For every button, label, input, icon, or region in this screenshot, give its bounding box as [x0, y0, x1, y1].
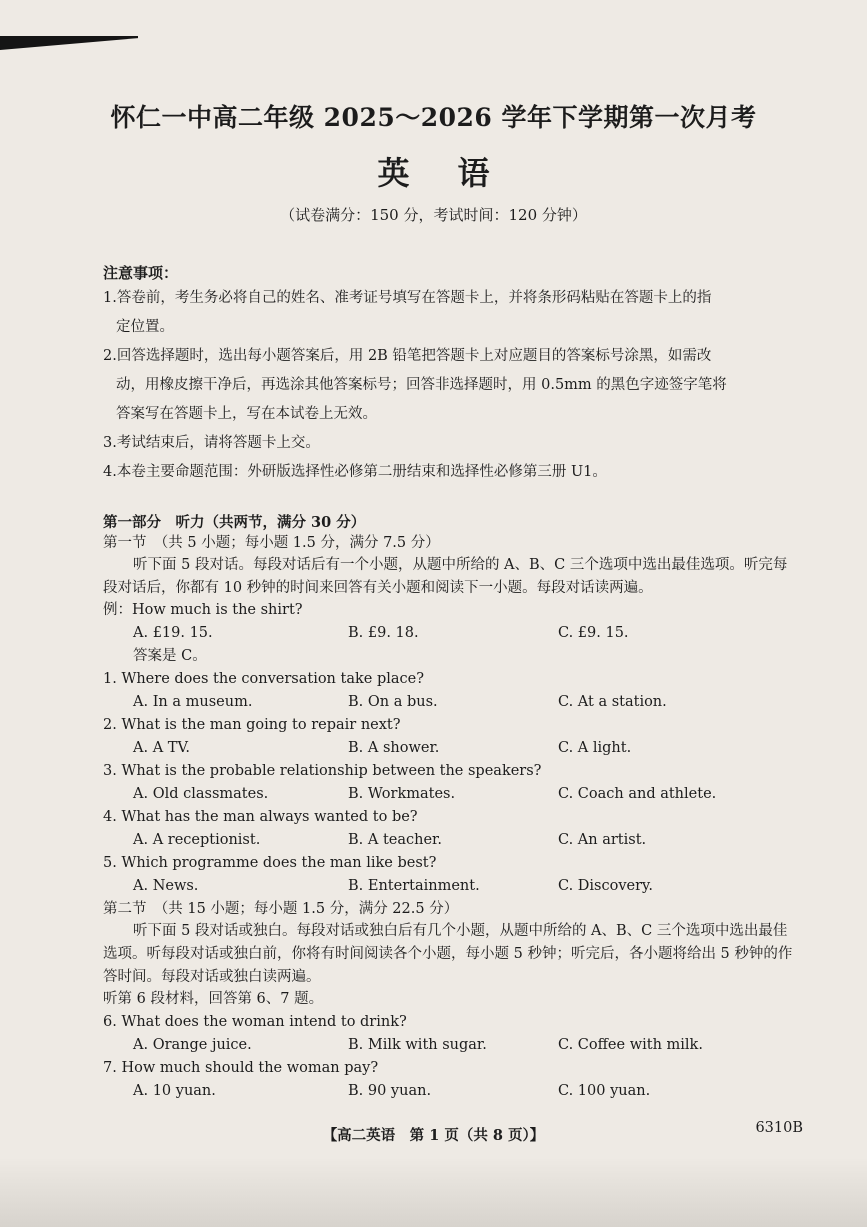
section2-instructions: 听下面 5 段对话或独白。每段对话或独白后有几个小题，从题中所给的 A、B、C 三个选项中选出最佳选项。听每段对话或独白前，你将有时间阅读各个小题，每小题 5 秒钟；听完后，各小题将给出 5 秒钟的作答时间。每段对话或独白读两遍。 — [103, 923, 793, 985]
option-b: B. On a bus. — [348, 694, 438, 710]
option-b: B. 90 yuan. — [348, 1083, 432, 1099]
option-c: C. Coach and athlete. — [558, 786, 717, 802]
note-line: 动，用橡皮擦干净后，再选涂其他答案标号；回答非选择题时，用 0.5mm 的黑色字迹签字笔将 — [116, 377, 727, 393]
note-line: 2.回答选择题时，选出每小题答案后，用 2B 铅笔把答题卡上对应题目的答案标号涂黑，如需改 — [103, 348, 712, 364]
question-2-options — [103, 738, 793, 761]
option-a: A. A receptionist. — [133, 832, 261, 848]
section1-instructions: 听下面 5 段对话。每段对话后有一个小题，从题中所给的 A、B、C 三个选项中选出最佳选项。听完每段对话后，你都有 10 秒钟的时间来回答有关小题和阅读下一小题。每段对话读两遍。 — [103, 557, 788, 596]
question-1: 1. Where does the conversation take place? — [103, 671, 424, 687]
part1-listening — [103, 512, 793, 1104]
option-b: B. Entertainment. — [348, 878, 480, 894]
question-2: 2. What is the man going to repair next? — [103, 717, 401, 733]
note-item — [103, 342, 793, 429]
option-a: A. 10 yuan. — [133, 1083, 216, 1099]
paper-code: 6310B — [755, 1120, 803, 1136]
question-3: 3. What is the probable relationship between the speakers? — [103, 763, 542, 779]
note-line: 4.本卷主要命题范围：外研版选择性必修第二册结束和选择性必修第三册 U1。 — [103, 464, 607, 480]
option-c: C. A light. — [558, 740, 632, 756]
option-c: C. 100 yuan. — [558, 1083, 651, 1099]
option-b: B. Workmates. — [348, 786, 456, 802]
scan-corner-mark — [0, 36, 138, 50]
question-5-options — [103, 876, 793, 899]
option-a: A. News. — [133, 878, 199, 894]
note-item — [103, 284, 793, 342]
option-b: B. A shower. — [348, 740, 440, 756]
notes-list — [103, 284, 793, 487]
question-1-options — [103, 692, 793, 715]
note-item — [103, 458, 793, 487]
question-6: 6. What does the woman intend to drink? — [103, 1014, 407, 1030]
page-label: 【高二英语 第 1 页（共 8 页）】 — [322, 1127, 545, 1144]
note-line: 1.答卷前，考生务必将自己的姓名、准考证号填写在答题卡上，并将条形码粘贴在答题卡上的指 — [103, 290, 712, 306]
note-line: 答案写在答题卡上，写在本试卷上无效。 — [116, 406, 377, 422]
example-answer: 答案是 C。 — [133, 648, 207, 664]
option-b: B. Milk with sugar. — [348, 1037, 487, 1053]
option-b: B. £9. 18. — [348, 625, 419, 641]
option-a: A. Old classmates. — [133, 786, 269, 802]
section2-heading: 第二节 （共 15 小题；每小题 1.5 分，满分 22.5 分） — [103, 901, 459, 917]
notes-title: 注意事项： — [103, 264, 179, 282]
option-a: A. A TV. — [133, 740, 190, 756]
note-item — [103, 429, 793, 458]
question-7-options — [103, 1081, 793, 1104]
option-c: C. Discovery. — [558, 878, 653, 894]
option-b: B. A teacher. — [348, 832, 442, 848]
note-line: 3.考试结束后，请将答题卡上交。 — [103, 435, 320, 451]
example-options — [103, 623, 793, 646]
option-c: C. At a station. — [558, 694, 667, 710]
option-a: A. Orange juice. — [133, 1037, 252, 1053]
exam-info: （试卷满分：150 分，考试时间：120 分钟） — [280, 206, 587, 224]
exam-title: 怀仁一中高二年级 2025～2026 学年下学期第一次月考 — [110, 103, 757, 132]
example-question: 例：How much is the shirt? — [103, 602, 303, 618]
question-7: 7. How much should the woman pay? — [103, 1060, 379, 1076]
option-c: C. £9. 15. — [558, 625, 629, 641]
scan-shadow — [0, 1157, 867, 1227]
question-5: 5. Which programme does the man like best? — [103, 855, 437, 871]
question-3-options — [103, 784, 793, 807]
option-c: C. Coffee with milk. — [558, 1037, 703, 1053]
option-a: A. In a museum. — [133, 694, 253, 710]
question-4-options — [103, 830, 793, 853]
option-a: A. £19. 15. — [133, 625, 213, 641]
option-c: C. An artist. — [558, 832, 647, 848]
question-4: 4. What has the man always wanted to be? — [103, 809, 418, 825]
part1-heading: 第一部分 听力（共两节，满分 30 分） — [103, 514, 366, 531]
material-6-label: 听第 6 段材料，回答第 6、7 题。 — [103, 991, 324, 1007]
section1-heading: 第一节 （共 5 小题；每小题 1.5 分，满分 7.5 分） — [103, 535, 440, 551]
question-6-options — [103, 1035, 793, 1058]
subject-title: 英语 — [377, 154, 538, 192]
note-line: 定位置。 — [116, 319, 174, 335]
